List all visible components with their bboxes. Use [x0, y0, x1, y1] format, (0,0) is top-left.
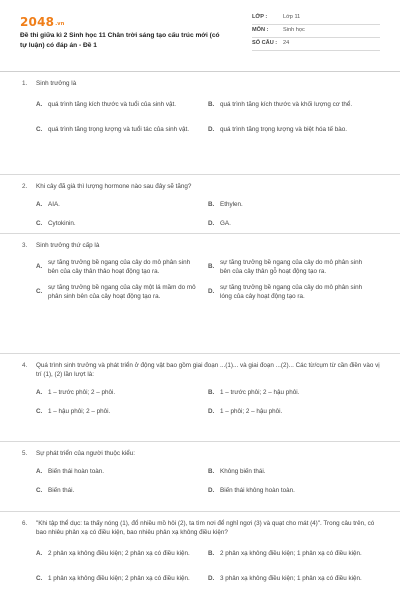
option-letter: D.: [208, 407, 215, 415]
option-grid: [22, 257, 382, 307]
option-letter: C.: [36, 220, 43, 228]
question-text: Khi cây đã già thì lượng hormone nào sau đây sẽ tăng?: [36, 183, 192, 190]
question-text: Sinh trưởng là: [36, 80, 77, 87]
page-title: Đề thi giữa kì 2 Sinh học 11 Chân trời sáng tạo cấu trúc mới (có tự luận) có đáp án - Đề 1: [20, 32, 220, 49]
option-d[interactable]: [208, 484, 380, 500]
option-text: 2 phản xạ không điều kiện; 1 phản xạ có điều kiện.: [220, 549, 362, 557]
question-stem: [22, 362, 382, 379]
option-letter: C.: [36, 487, 43, 495]
logo-text: 2048: [20, 15, 55, 29]
question-number: 2.: [22, 183, 28, 190]
option-d[interactable]: [208, 568, 380, 590]
option-c[interactable]: [36, 568, 208, 590]
question-text: Quá trình sinh trưởng và phát triển ở động vật bao gồm giai đoạn ...(1)... và giai đoạn ...(2)... Các từ/cụm từ cần điền vào vị trí (1), (2) lần lượt là:: [36, 362, 380, 378]
option-letter: A.: [36, 101, 43, 109]
question-stem: [22, 80, 382, 89]
option-text: Biến thái.: [48, 487, 75, 495]
option-text: Biến thái không hoàn toàn.: [220, 487, 295, 495]
question-number: 5.: [22, 450, 28, 457]
option-text: quá trình tăng trọng lượng và biệt hóa tế bào.: [220, 126, 348, 134]
question-text: Sự phát triển của người thuộc kiểu:: [36, 450, 136, 457]
option-text: Không biến thái.: [220, 468, 266, 476]
option-a[interactable]: [36, 543, 208, 565]
meta-row-count: [252, 38, 380, 51]
question-6: [0, 512, 400, 600]
option-text: 1 – hậu phôi; 2 – phôi.: [48, 407, 111, 415]
meta-key: SỐ CÂU :: [252, 40, 278, 47]
question-number: 6.: [22, 520, 28, 527]
option-grid: [22, 95, 382, 145]
option-text: 3 phản xạ không điều kiện; 1 phản xạ có điều kiện.: [220, 574, 362, 582]
option-d[interactable]: [208, 404, 380, 420]
option-text: quá trình tăng kích thước và khối lượng cơ thể.: [220, 101, 353, 109]
option-b[interactable]: [208, 257, 380, 279]
option-text: Cytokinin.: [48, 220, 76, 228]
question-2: [0, 175, 400, 234]
logo-tld: .vn: [55, 21, 65, 27]
option-letter: D.: [208, 220, 215, 228]
option-d[interactable]: [208, 120, 380, 142]
question-list: [0, 72, 400, 600]
option-letter: B.: [208, 468, 215, 476]
option-b[interactable]: [208, 543, 380, 565]
option-b[interactable]: [208, 95, 380, 117]
option-letter: A.: [36, 201, 43, 209]
option-d[interactable]: [208, 217, 380, 233]
meta-value: Sinh học: [283, 27, 305, 34]
page-header: [0, 0, 400, 72]
option-text: Ethylen.: [220, 201, 243, 209]
option-letter: D.: [208, 288, 215, 296]
option-letter: D.: [208, 126, 215, 134]
question-3: [0, 234, 400, 354]
option-text: quá trình tăng kích thước và tuổi của sinh vật.: [48, 101, 177, 109]
option-text: 1 phản xạ không điều kiện; 2 phản xạ có điều kiện.: [48, 574, 190, 582]
option-grid: [22, 465, 382, 503]
option-text: AIA.: [48, 201, 60, 209]
option-d[interactable]: [208, 282, 380, 304]
option-text: quá trình tăng trọng lượng và tuổi tác của sinh vật.: [48, 126, 190, 134]
option-text: 1 – trước phôi; 2 – hậu phôi.: [220, 388, 300, 396]
question-5: [0, 442, 400, 512]
site-logo[interactable]: [20, 14, 65, 30]
option-letter: C.: [36, 288, 43, 296]
option-a[interactable]: [36, 385, 208, 401]
option-letter: B.: [208, 549, 215, 557]
option-b[interactable]: [208, 385, 380, 401]
question-text: "Khi tập thể dục: ta thấy nóng (1), đổ nhiều mồ hôi (2), ta tìm nơi để nghỉ ngơi (3) và quạt cho mát (4)". Trong câu trên, có bao nhiêu phản xạ có điều kiện, bao nhiêu phản xạ không điều kiện?: [36, 520, 375, 536]
question-number: 1.: [22, 80, 28, 87]
option-a[interactable]: [36, 257, 208, 279]
option-text: sự tăng trưởng bề ngang của cây do mô phân sinh lóng của cây hoạt động tạo ra.: [220, 284, 363, 300]
exam-meta: [252, 12, 380, 51]
option-letter: C.: [36, 407, 43, 415]
option-letter: B.: [208, 263, 215, 271]
option-letter: D.: [208, 487, 215, 495]
question-number: 4.: [22, 362, 28, 369]
option-text: sự tăng trưởng bề ngang của cây do mô phân sinh bên của cây thân thảo hoạt động tạo ra.: [48, 259, 191, 275]
option-text: Biến thái hoàn toàn.: [48, 468, 105, 476]
option-letter: B.: [208, 388, 215, 396]
meta-value: Lớp 11: [283, 14, 301, 21]
question-4: [0, 354, 400, 442]
option-c[interactable]: [36, 120, 208, 142]
option-a[interactable]: [36, 465, 208, 481]
option-letter: A.: [36, 549, 43, 557]
meta-key: MÔN :: [252, 27, 269, 34]
meta-value: 24: [283, 40, 290, 47]
question-1: [0, 72, 400, 175]
option-a[interactable]: [36, 95, 208, 117]
question-stem: [22, 520, 382, 537]
option-c[interactable]: [36, 217, 208, 233]
option-text: 1 – phôi; 2 – hậu phôi.: [220, 407, 283, 415]
option-text: sự tăng trưởng bề ngang của cây do mô phân sinh bên của cây thân gỗ hoạt động tạo ra.: [220, 259, 363, 275]
option-grid: [22, 543, 382, 593]
meta-row-class: [252, 12, 380, 25]
question-stem: [22, 242, 382, 251]
question-stem: [22, 183, 382, 192]
question-text: Sinh trưởng thứ cấp là: [36, 242, 100, 249]
option-letter: A.: [36, 388, 43, 396]
option-letter: A.: [36, 263, 43, 271]
meta-key: LỚP :: [252, 14, 268, 21]
option-letter: D.: [208, 574, 215, 582]
option-grid: [22, 385, 382, 423]
option-letter: A.: [36, 468, 43, 476]
option-letter: C.: [36, 574, 43, 582]
option-text: 2 phản xạ không điều kiện; 2 phản xạ có điều kiện.: [48, 549, 190, 557]
option-a[interactable]: [36, 198, 208, 214]
option-c[interactable]: [36, 484, 208, 500]
option-grid: [22, 198, 382, 236]
option-letter: B.: [208, 201, 215, 209]
option-text: 1 – trước phôi; 2 – phôi.: [48, 388, 116, 396]
option-b[interactable]: [208, 198, 380, 214]
meta-row-subject: [252, 25, 380, 38]
option-b[interactable]: [208, 465, 380, 481]
option-text: GA.: [220, 220, 231, 228]
option-letter: C.: [36, 126, 43, 134]
question-number: 3.: [22, 242, 28, 249]
option-text: sự tăng trưởng bề ngang của cây một lá mầm do mô phân sinh bên của cây hoạt động tạo ra.: [48, 284, 196, 300]
option-c[interactable]: [36, 282, 208, 304]
question-stem: [22, 450, 382, 459]
option-c[interactable]: [36, 404, 208, 420]
option-letter: B.: [208, 101, 215, 109]
